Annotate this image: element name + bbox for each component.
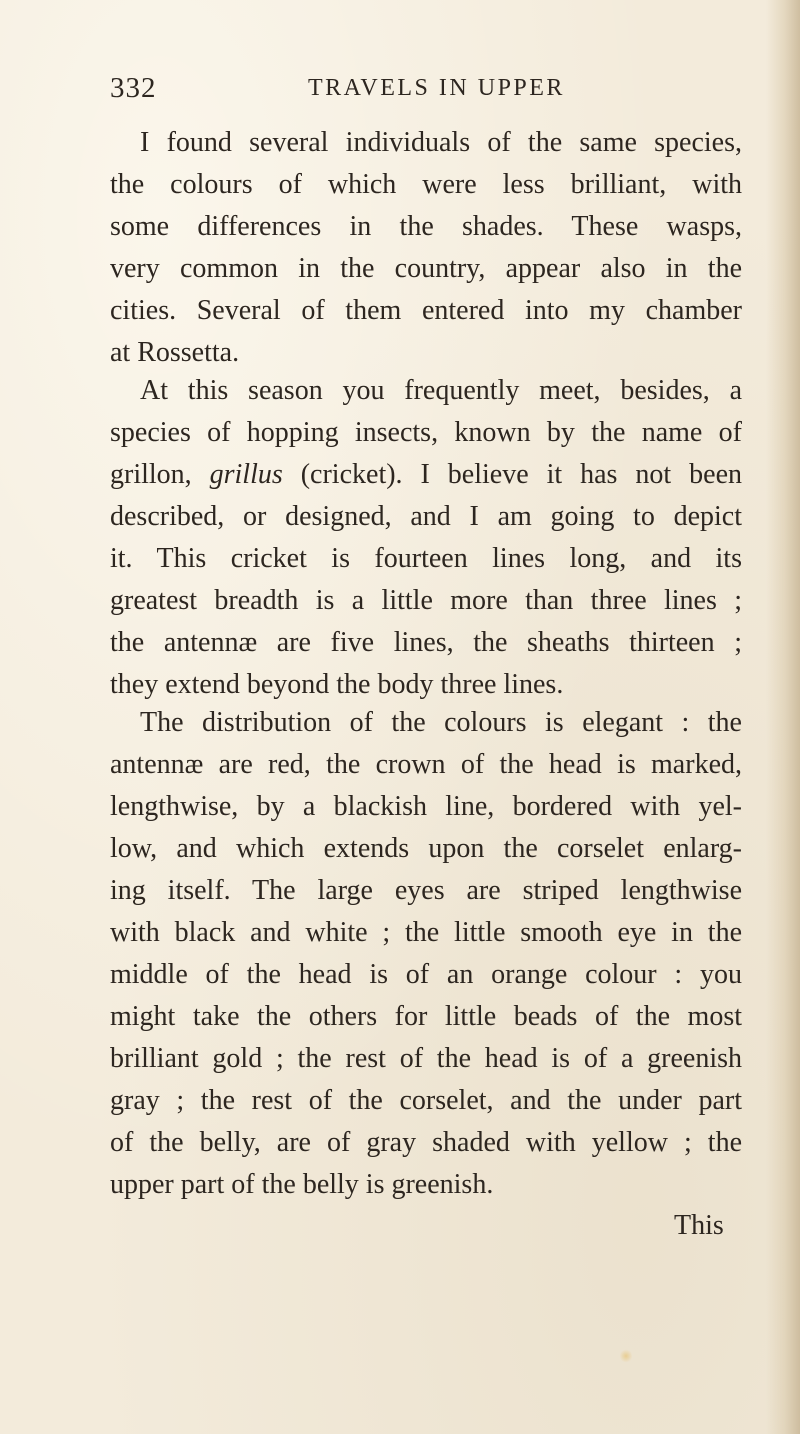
text-line: upper part of the belly is greenish.: [110, 1169, 494, 1200]
italic-term: grillus: [209, 459, 283, 490]
text-line: [110, 454, 742, 496]
paragraph-2: [110, 370, 742, 706]
catchword: This: [674, 1210, 724, 1241]
page-edge-shadow: [766, 0, 800, 1434]
text-line: cities. Several of them entered into my chamber: [110, 295, 742, 326]
text-line: ing itself. The large eyes are striped lengthwise: [110, 875, 742, 906]
term-grillon: grillon, grillus (cricket). I believe it has not been: [110, 459, 742, 490]
paragraph-1: [110, 122, 742, 374]
paragraph-3: [110, 702, 742, 1206]
text-line: low, and which extends upon the corselet enlarg-: [110, 833, 742, 864]
text-line: with black and white ; the little smooth eye in the: [110, 917, 742, 948]
text-line: they extend beyond the body three lines.: [110, 669, 564, 700]
running-head: TRAVELS IN UPPER: [308, 75, 565, 101]
text-line: the antennæ are five lines, the sheaths thirteen ;: [110, 627, 742, 658]
text-line: At this season you frequently meet, besides, a: [140, 375, 742, 406]
text-line: middle of the head is of an orange colour : you: [110, 959, 742, 990]
text-line: species of hopping insects, known by the name of: [110, 417, 742, 448]
text-line: might take the others for little beads of the most: [110, 1001, 742, 1032]
text-line: the colours of which were less brilliant, with: [110, 169, 742, 200]
text-line: I found several individuals of the same species,: [140, 127, 742, 158]
text-line: antennæ are red, the crown of the head is marked,: [110, 749, 742, 780]
text-line: brilliant gold ; the rest of the head is of a greenish: [110, 1043, 742, 1074]
text-line: some differences in the shades. These wasps,: [110, 211, 742, 242]
text-line: it. This cricket is fourteen lines long, and its: [110, 543, 742, 574]
page-header: [110, 72, 740, 112]
paper-smudge: [620, 1349, 632, 1363]
text-line: lengthwise, by a blackish line, bordered with yel-: [110, 791, 742, 822]
text-line: The distribution of the colours is elegant : the: [140, 707, 742, 738]
text-line: at Rossetta.: [110, 337, 240, 368]
text-line: gray ; the rest of the corselet, and the under part: [110, 1085, 742, 1116]
text-line: of the belly, are of gray shaded with yellow ; the: [110, 1127, 742, 1158]
text-line: described, or designed, and I am going to depict: [110, 501, 742, 532]
text-line: very common in the country, appear also in the: [110, 253, 742, 284]
text-line: greatest breadth is a little more than three lines ;: [110, 585, 742, 616]
page-number: 332: [110, 72, 157, 104]
